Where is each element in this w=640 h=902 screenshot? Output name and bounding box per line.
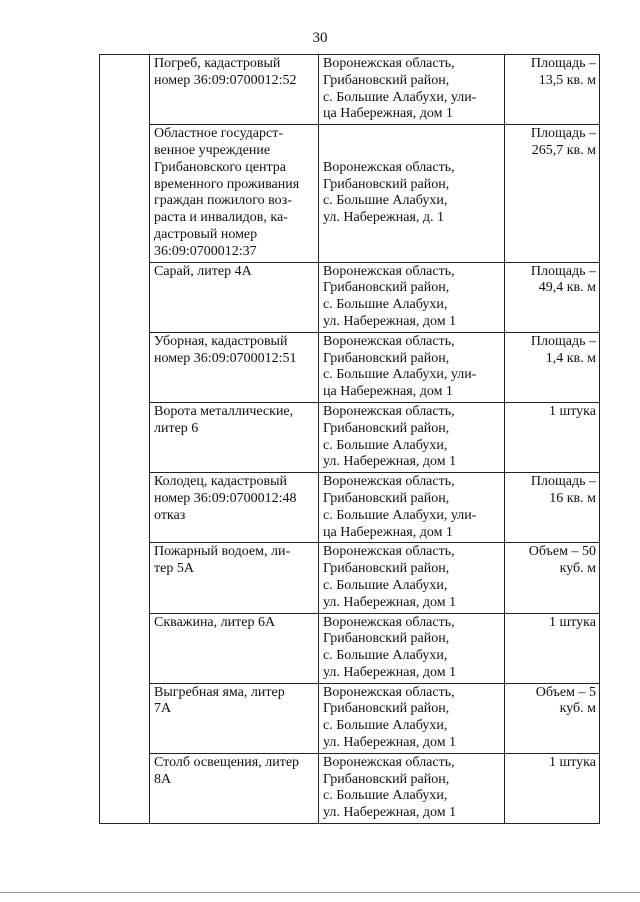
object-name-cell: Выгребная яма, литер 7А	[150, 683, 319, 753]
table-row	[100, 543, 600, 613]
address-cell: Воронежская область, Грибановский район, с. Большие Алабухи, ули- ца Набережная, дом 1	[319, 473, 505, 543]
object-name-cell: Столб освещения, литер 8А	[150, 753, 319, 823]
characteristic-cell: 1 штука	[505, 613, 600, 683]
table-row	[100, 613, 600, 683]
object-name-cell: Пожарный водоем, ли- тер 5А	[150, 543, 319, 613]
page-bottom-divider	[0, 892, 640, 893]
address-cell: Воронежская область, Грибановский район, с. Большие Алабухи, ули- ца Набережная, дом 1	[319, 332, 505, 402]
characteristic-cell: Объем – 50 куб. м	[505, 543, 600, 613]
address-cell: Воронежская область, Грибановский район, с. Большие Алабухи, ул. Набережная, дом 1	[319, 543, 505, 613]
characteristic-cell: Объем – 5 куб. м	[505, 683, 600, 753]
object-name-cell: Ворота металлические, литер 6	[150, 402, 319, 472]
table-row	[100, 55, 600, 125]
object-name-cell: Уборная, кадастровый номер 36:09:0700012:51	[150, 332, 319, 402]
object-name-cell: Областное государст- венное учреждение Грибановского центра временного проживания граждан пожилого воз- раста и инвалидов, ка- дастровый номер 36:09:0700012:37	[150, 125, 319, 262]
characteristic-cell: Площадь – 1,4 кв. м	[505, 332, 600, 402]
address-cell: Воронежская область, Грибановский район, с. Большие Алабухи, ул. Набережная, д. 1	[319, 125, 505, 262]
table-row	[100, 683, 600, 753]
table-row	[100, 753, 600, 823]
table-row	[100, 402, 600, 472]
address-cell: Воронежская область, Грибановский район, с. Большие Алабухи, ул. Набережная, дом 1	[319, 262, 505, 332]
address-cell: Воронежская область, Грибановский район, с. Большие Алабухи, ул. Набережная, дом 1	[319, 613, 505, 683]
address-cell: Воронежская область, Грибановский район, с. Большие Алабухи, ули- ца Набережная, дом 1	[319, 55, 505, 125]
characteristic-cell: Площадь – 265,7 кв. м	[505, 125, 600, 262]
table-row	[100, 332, 600, 402]
property-table	[99, 54, 600, 824]
address-cell: Воронежская область, Грибановский район, с. Большие Алабухи, ул. Набережная, дом 1	[319, 753, 505, 823]
characteristic-cell: 1 штука	[505, 753, 600, 823]
characteristic-cell: 1 штука	[505, 402, 600, 472]
address-cell: Воронежская область, Грибановский район, с. Большие Алабухи, ул. Набережная, дом 1	[319, 402, 505, 472]
characteristic-cell: Площадь – 13,5 кв. м	[505, 55, 600, 125]
object-name-cell: Колодец, кадастровый номер 36:09:0700012:48 отказ	[150, 473, 319, 543]
characteristic-cell: Площадь – 49,4 кв. м	[505, 262, 600, 332]
object-name-cell: Погреб, кадастровый номер 36:09:0700012:52	[150, 55, 319, 125]
page-number: 30	[312, 30, 328, 46]
object-name-cell: Скважина, литер 6А	[150, 613, 319, 683]
address-cell: Воронежская область, Грибановский район, с. Большие Алабухи, ул. Набережная, дом 1	[319, 683, 505, 753]
characteristic-cell: Площадь – 16 кв. м	[505, 473, 600, 543]
object-name-cell: Сарай, литер 4А	[150, 262, 319, 332]
number-cell	[100, 55, 150, 824]
table-row	[100, 262, 600, 332]
table-row	[100, 473, 600, 543]
table-row	[100, 125, 600, 262]
